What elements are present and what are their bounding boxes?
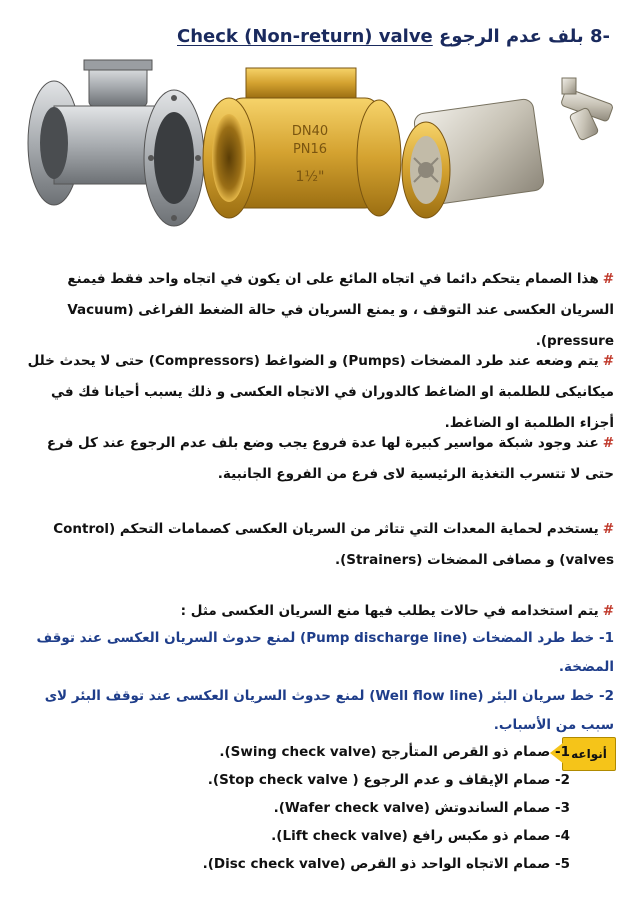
use-item: 2- خط سريان البئر (Well flow line) لمنع حدوث السريان العكسى عند توقف البئر لاى سبب من الأسباب. (44, 688, 614, 733)
title-number: -8 (589, 26, 610, 47)
type-item: 1- صمام ذو القرص المتأرجح (Swing check valve). (219, 744, 570, 760)
valve-images (14, 58, 624, 248)
type-item: 2- صمام الإيقاف و عدم الرجوع ( Stop check valve). (207, 772, 570, 788)
page-title (60, 26, 610, 47)
title-arabic: بلف عدم الرجوع (439, 26, 584, 47)
use-item: 1- خط طرد المضخات (Pump discharge line) لمنع حدوث السريان العكسى عند توقف المضخة. (36, 630, 614, 675)
bullet-hash: # (602, 353, 614, 369)
bullet-hash: # (602, 435, 614, 451)
flanged-steel-check-valve-image (28, 60, 204, 226)
brass-check-valve-image (203, 68, 401, 218)
paragraph-text: يستخدم لحماية المعدات التي تتاثر من السريان العكسى كصمامات التحكم (Control valves) و مصافى المضخات (Strainers). (53, 521, 614, 568)
uses-list (24, 624, 614, 740)
spring-check-valve-image (402, 98, 545, 218)
y-strainer-image (560, 78, 613, 141)
paragraph-text: عند وجود شبكة مواسير كبيرة لها عدة فروع يجب وضع بلف عدم الرجوع عند كل فرع حتى لا تتسرب التغذية الرئيسية لاى فرع من الفروع الجانبية. (46, 435, 614, 482)
paragraph-protection (24, 514, 614, 576)
type-item: 5- صمام الاتجاه الواحد ذو القرص (Disc check valve). (202, 856, 570, 872)
paragraph-network (24, 428, 614, 490)
title-english: Check (Non-return) valve (177, 26, 433, 47)
bullet-hash: # (602, 521, 614, 537)
type-item: 4- صمام ذو مكبس رافع (Lift check valve). (271, 828, 570, 844)
valve-marking-size: 1½" (295, 169, 325, 185)
types-badge: أنواعه (562, 737, 616, 771)
valve-photos-svg (14, 58, 624, 248)
paragraph-pumps (24, 346, 614, 439)
valve-marking-dn: DN40 (291, 124, 329, 139)
types-list (120, 738, 570, 878)
paragraph-text: يتم استخدامه في حالات يطلب فيها منع السريان العكسى مثل : (180, 603, 599, 619)
valve-marking-pn: PN16 (292, 142, 328, 157)
paragraph-uses-intro (24, 596, 614, 627)
paragraph-purpose (24, 264, 614, 357)
bullet-hash: # (602, 603, 614, 619)
type-item: 3- صمام الساندوتش (Wafer check valve). (273, 800, 570, 816)
paragraph-text: يتم وضعه عند طرد المضخات (Pumps) و الضواغط (Compressors) حتى لا يحدث خلل ميكانيكى للطلمبة او الضاغط كالدوران في الاتجاه العكسى و ذلك يسبب أحيانا فك في أجزاء الطلمبة او الضاغط. (27, 353, 614, 431)
paragraph-text: هذا الصمام يتحكم دائما في اتجاه المائع على ان يكون في اتجاه واحد فقط فيمنع السريان العكسى عند التوقف ، و يمنع السريان في حالة الضغط الفراغى (Vacuum pressure). (67, 271, 614, 349)
bullet-hash: # (602, 271, 614, 287)
